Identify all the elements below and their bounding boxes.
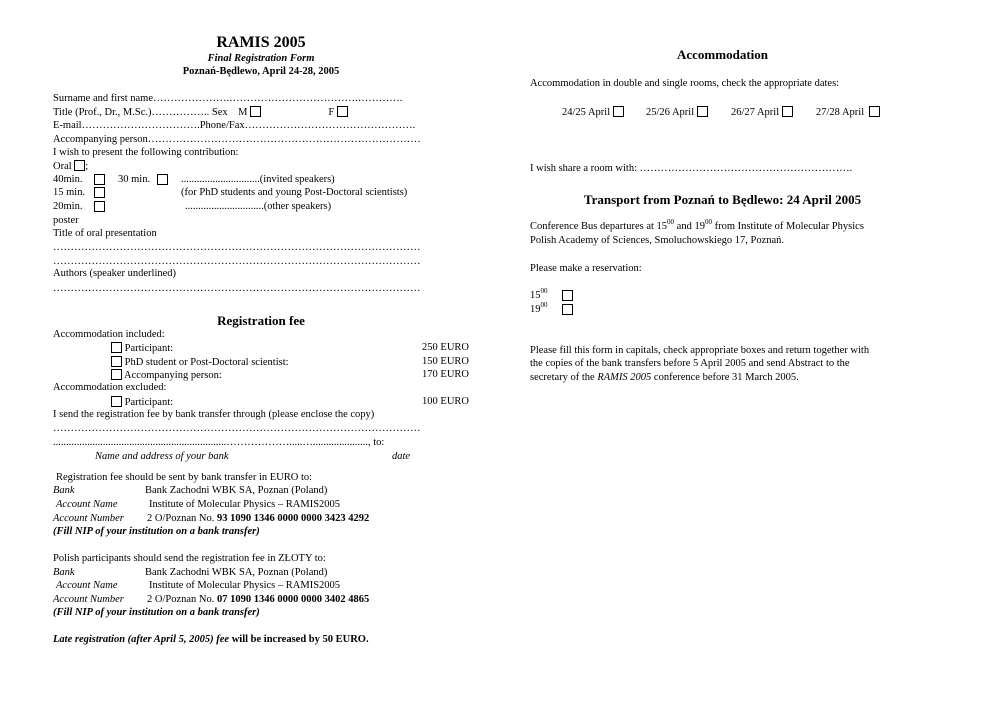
fee-row (111, 396, 469, 409)
email-phone-field[interactable]: E-mail…………………………….Phone/Fax…………………………………………. (53, 120, 416, 131)
date-checkbox-26-27[interactable] (782, 106, 793, 117)
euro-bank-value: Bank Zachodni WBK SA, Poznan (Poland) (145, 485, 328, 496)
pln-intro: Polish participants should send the registration fee in ZŁOTY to: (53, 553, 326, 564)
fee-row (111, 342, 469, 355)
time-15-label: 15 (530, 290, 541, 301)
accommodation-intro: Accommodation in double and single rooms, check the appropriate dates: (530, 78, 840, 89)
option-20-checkbox[interactable] (94, 201, 105, 212)
pln-bank-value: Bank Zachodni WBK SA, Poznan (Poland) (145, 567, 328, 578)
date-caption: date (392, 451, 411, 462)
date-label: 24/25 April (562, 107, 611, 118)
fee-amount: 150 EURO (422, 356, 469, 367)
bank-date-line[interactable]: ..................................................................……………….....…....................., to: (53, 437, 385, 448)
contribution-intro: I wish to present the following contribution: (53, 147, 239, 158)
instructions-line-3 (530, 372, 799, 384)
pln-number-prefix: 2 O/Poznan No. (147, 594, 215, 605)
date-option (731, 106, 793, 119)
option-40-label: 40min. (53, 174, 83, 185)
date-checkbox-25-26[interactable] (697, 106, 708, 117)
fee-amount: 170 EURO (422, 369, 469, 380)
date-checkbox-27-28[interactable] (869, 106, 880, 117)
instructions-text-b: conference before 31 March 2005. (651, 372, 799, 383)
euro-number-prefix: 2 O/Poznan No. (147, 513, 215, 524)
fee-label: Accompanying person: (124, 370, 222, 381)
fee-row (111, 356, 469, 369)
oral-title-line-1[interactable]: …………………………………………………………………………………………… (53, 242, 421, 253)
accommodation-heading: Accommodation (677, 47, 768, 62)
fee-amount: 250 EURO (422, 342, 469, 353)
time-19-label: 19 (530, 304, 541, 315)
instructions-line-2: the copies of the bank transfers before 5 April 2005 and send Abstract to the (530, 358, 850, 369)
surname-field[interactable]: Surname and first name………………….……………………………….…………. (53, 93, 403, 104)
invited-speakers-note: ..............................(invited speakers) (181, 174, 335, 185)
bank-caption: Name and address of your bank (95, 451, 229, 462)
instructions-italic: RAMIS 2005 (597, 372, 652, 383)
pln-nip-note: (Fill NIP of your institution on a bank transfer) (53, 607, 260, 618)
oral-label: Oral (53, 161, 72, 172)
pln-name-value: Institute of Molecular Physics – RAMIS2005 (149, 580, 341, 591)
other-speakers-note: ..............................(other speakers) (185, 201, 332, 212)
date-label: 26/27 April (731, 107, 780, 118)
date-checkbox-24-25[interactable] (613, 106, 624, 117)
form-subtitle: Final Registration Form (207, 53, 315, 64)
euro-account-number: 93 1090 1346 0000 0000 3423 4292 (217, 513, 370, 524)
option-30-checkbox[interactable] (157, 174, 168, 185)
euro-name-label: Account Name (56, 499, 118, 510)
time-option-19 (530, 301, 548, 316)
late-registration-note (53, 634, 369, 646)
authors-line[interactable]: …………………………………………………………………………………………… (53, 283, 421, 294)
oral-suffix: ; (85, 161, 89, 172)
transport-text-a: Conference Bus departures at 15 (530, 221, 668, 232)
euro-nip-note: (Fill NIP of your institution on a bank transfer) (53, 526, 260, 537)
oral-title-label: Title of oral presentation (53, 228, 157, 239)
bank-name-line[interactable]: …………………………………………………………………………………………… (53, 423, 421, 434)
euro-name-value: Institute of Molecular Physics – RAMIS2005 (149, 499, 341, 510)
fee-accompanying-checkbox[interactable] (111, 369, 122, 380)
fee-label: PhD student or Post-Doctoral scientist: (124, 357, 289, 368)
fee-row (111, 369, 469, 382)
time-15-sup: 00 (540, 287, 548, 295)
oral-checkbox[interactable] (74, 160, 85, 171)
euro-number-label: Account Number (53, 513, 124, 524)
transport-heading: Transport from Poznań to Będlewo: 24 April 2005 (583, 192, 862, 207)
share-room-field[interactable]: I wish share a room with: ……………………………………………………. (530, 163, 853, 174)
late-bold: will be increased by 50 EURO. (231, 634, 369, 645)
sex-f-checkbox[interactable] (337, 106, 348, 117)
transport-line-2: Polish Academy of Sciences, Smoluchowskiego 17, Poznań. (530, 235, 785, 246)
form-place-date: Poznań-Będlewo, April 24-28, 2005 (182, 66, 340, 77)
accompanying-person-field[interactable]: Accompanying person…………………………………………………………………… (53, 134, 421, 145)
time-19-sup: 00 (540, 301, 548, 309)
fee-amount: 100 EURO (422, 396, 469, 407)
authors-label: Authors (speaker underlined) (53, 268, 177, 279)
date-label: 27/28 April (816, 107, 865, 118)
form-title: RAMIS 2005 (216, 34, 306, 51)
pln-name-label: Account Name (56, 580, 118, 591)
date-option (816, 106, 880, 119)
option-20-label: 20min. (53, 201, 83, 212)
option-15-checkbox[interactable] (94, 187, 105, 198)
transport-sup-2: 00 (704, 218, 712, 226)
oral-row (53, 160, 88, 173)
oral-title-line-2[interactable]: …………………………………………………………………………………………… (53, 256, 421, 267)
sex-m-checkbox[interactable] (250, 106, 261, 117)
phd-note: (for PhD students and young Post-Doctoral scientists) (181, 187, 408, 198)
poster-label: poster (53, 215, 79, 226)
date-option (646, 106, 708, 119)
fee-label: Participant: (124, 397, 174, 408)
instructions-text-a: secretary of the (530, 372, 598, 383)
fee-participant-excluded-checkbox[interactable] (111, 396, 122, 407)
late-italic: Late registration (after April 5, 2005) fee (53, 634, 230, 645)
date-label: 25/26 April (646, 107, 695, 118)
fee-label: Participant: (124, 343, 174, 354)
bus-15-checkbox[interactable] (562, 290, 573, 301)
pln-account-number: 07 1090 1346 0000 0000 3402 4865 (217, 594, 370, 605)
acc-included-label: Accommodation included: (53, 329, 165, 340)
date-option (562, 106, 624, 119)
euro-bank-label: Bank (53, 485, 75, 496)
instructions-line-1: Please fill this form in capitals, check appropriate boxes and return together with (530, 345, 870, 356)
fee-phd-checkbox[interactable] (111, 356, 122, 367)
registration-fee-heading: Registration fee (217, 313, 305, 328)
acc-excluded-label: Accommodation excluded: (53, 382, 167, 393)
pln-bank-label: Bank (53, 567, 75, 578)
transport-text-c: from Institute of Molecular Physics (711, 221, 864, 232)
euro-number-row (147, 513, 369, 525)
transport-sup-1: 00 (667, 218, 675, 226)
bus-19-checkbox[interactable] (562, 304, 573, 315)
pln-number-label: Account Number (53, 594, 124, 605)
option-40-checkbox[interactable] (94, 174, 105, 185)
sex-f-label: F (328, 107, 335, 118)
bank-transfer-line: I send the registration fee by bank transfer through (please enclose the copy) (53, 409, 375, 420)
transport-text-b: and 19 (674, 221, 705, 232)
title-sex-row (53, 106, 348, 119)
option-15-label: 15 min. (53, 187, 86, 198)
option-30-label: 30 min. (118, 174, 151, 185)
title-field[interactable]: Title (Prof., Dr., M.Sc.)…………….. Sex (53, 107, 228, 118)
fee-participant-checkbox[interactable] (111, 342, 122, 353)
transport-line-1 (530, 218, 864, 233)
reservation-label: Please make a reservation: (530, 263, 642, 274)
sex-m-label: M (238, 107, 248, 118)
euro-intro: Registration fee should be sent by bank transfer in EURO to: (56, 472, 313, 483)
pln-number-row (147, 594, 369, 606)
